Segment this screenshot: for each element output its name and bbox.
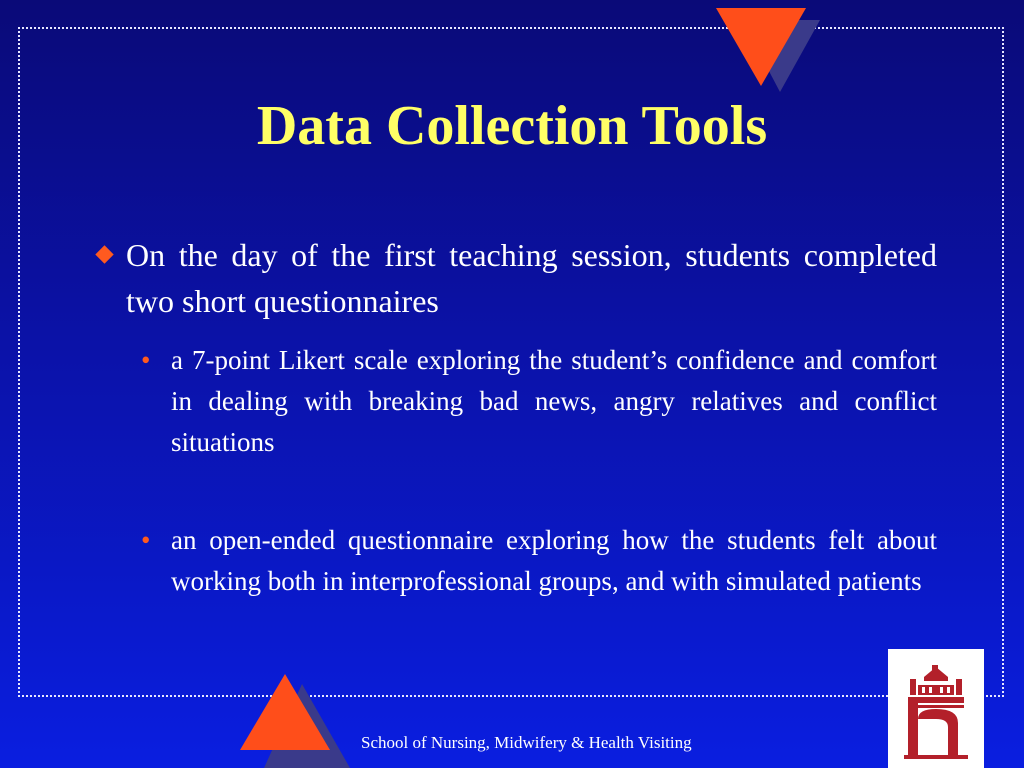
sub-bullet-text: an open-ended questionnaire exploring how the students felt about working both in interprofessional groups, and with simulated patients (171, 525, 937, 596)
sub-bullet-text: a 7-point Likert scale exploring the student’s confidence and comfort in dealing with breaking bad news, angry relatives and conflict situations (171, 345, 937, 457)
up-triangle-icon (240, 674, 350, 768)
sub-bullet-marker: • (141, 525, 151, 555)
main-bullet (92, 232, 937, 324)
university-building-logo (888, 649, 984, 768)
footer-text: School of Nursing, Midwifery & Health Visiting (361, 733, 692, 752)
sub-bullet-marker: • (141, 345, 151, 375)
slide-title: Data Collection Tools (256, 95, 768, 157)
university-logo (888, 649, 984, 768)
diamond-bullet-icon (95, 245, 113, 263)
down-triangle-icon (716, 6, 820, 92)
sub-bullet-list (92, 340, 937, 602)
main-bullet-text: On the day of the first teaching session, students completed two short questionnaires (126, 237, 937, 319)
sub-bullet-likert (141, 340, 937, 463)
sub-bullet-open-ended (141, 520, 937, 602)
slide-content (92, 232, 937, 602)
